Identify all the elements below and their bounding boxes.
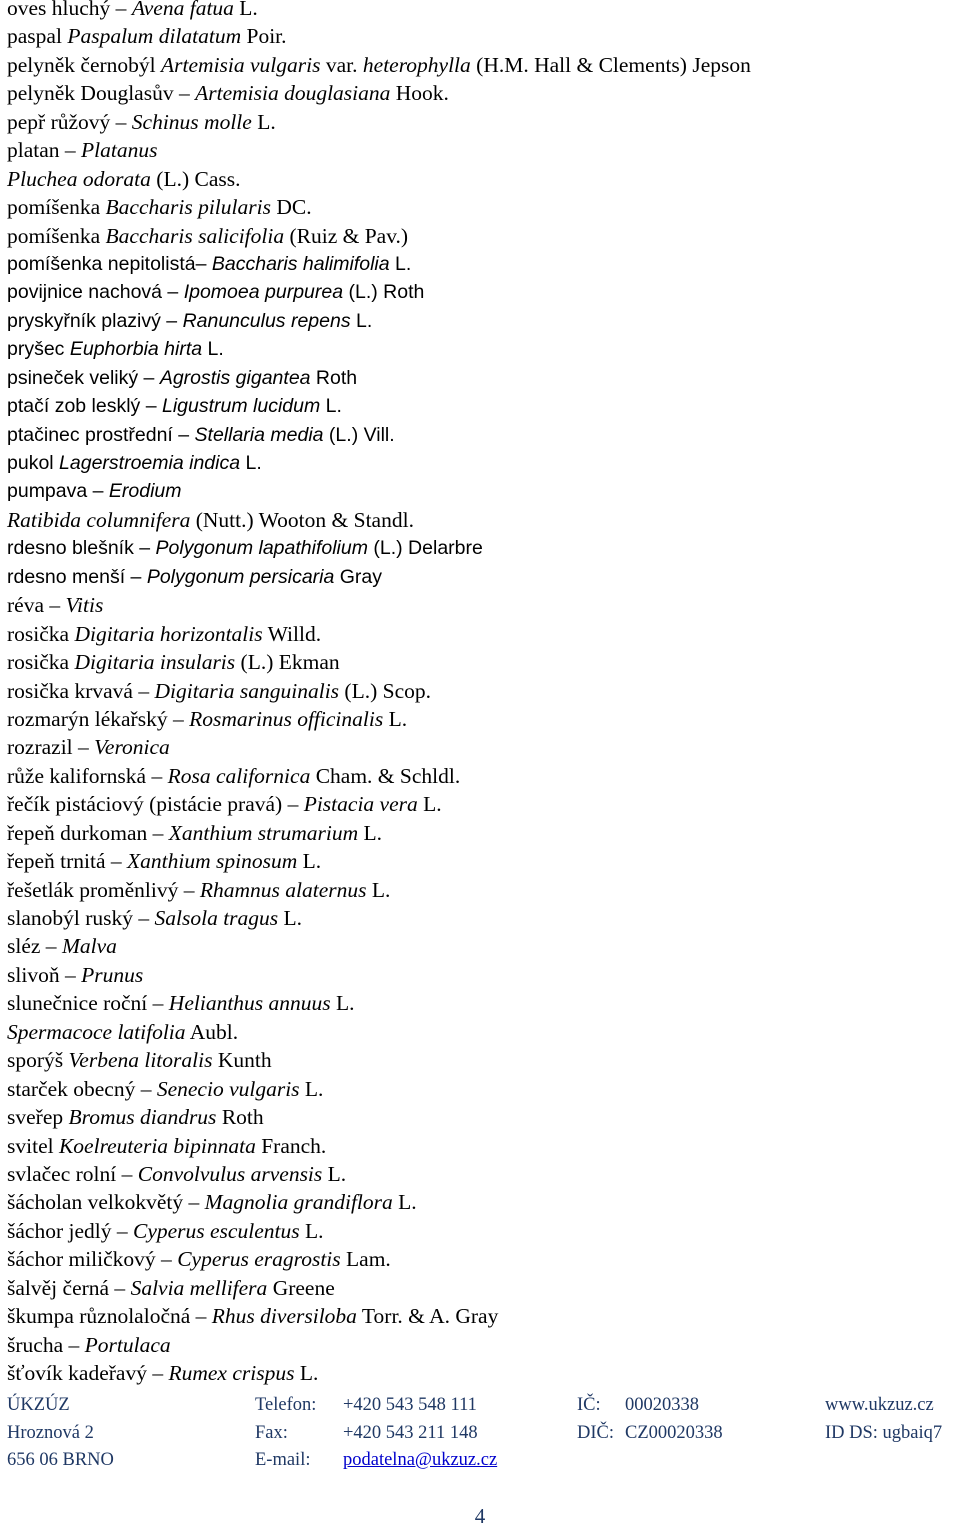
common-name: pomíšenka: [7, 195, 106, 220]
author-name: L.: [366, 877, 391, 902]
species-entry: [7, 421, 952, 449]
common-name: šáchor jedlý –: [7, 1218, 133, 1243]
species-entry: [7, 222, 952, 250]
common-name: rosička: [7, 650, 75, 675]
common-name: pelyněk Douglasův –: [7, 81, 196, 106]
latin-name: Artemisia vulgaris: [161, 52, 321, 77]
common-name: pryskyřník plazivý –: [7, 309, 183, 332]
latin-name: Senecio vulgaris: [156, 1076, 300, 1101]
common-name: škumpa různolaločná –: [7, 1304, 212, 1329]
latin-name: Rhamnus alaternus: [199, 877, 367, 902]
common-name: růže kalifornská –: [7, 763, 168, 788]
latin-name: Rumex crispus: [168, 1361, 295, 1385]
species-entry: [7, 876, 952, 904]
latin-name: Salsola tragus: [154, 906, 279, 930]
author-name: L.: [358, 820, 383, 845]
species-entry: [7, 847, 952, 875]
species-entry: [7, 193, 952, 221]
common-name: řepeň durkoman –: [7, 820, 169, 845]
latin-name: Ratibida columnifera: [7, 507, 191, 532]
species-entry: [7, 0, 952, 22]
species-entry: [7, 1160, 952, 1188]
latin-name: Xanthium spinosum: [127, 849, 298, 874]
author-name: Torr. & A. Gray: [356, 1304, 499, 1329]
latin-name: Ranunculus repens: [182, 309, 351, 332]
latin-name: Salvia mellifera: [130, 1275, 268, 1300]
common-name: rozrazil –: [7, 735, 95, 760]
latin-name: Baccharis halimifolia: [211, 252, 390, 275]
species-entry: [7, 250, 952, 278]
footer-phone-label: Telefon:: [255, 1395, 317, 1415]
latin-name: Ipomoea purpurea: [183, 281, 344, 304]
author-name: L.: [322, 1161, 347, 1186]
common-name: rdesno blešník –: [7, 537, 156, 560]
common-name: slunečnice roční –: [7, 991, 169, 1016]
author-name: L.: [299, 1218, 324, 1243]
footer-dic-label: DIČ:: [577, 1422, 614, 1443]
latin-name: Lagerstroemia indica: [59, 452, 241, 474]
species-list: [7, 0, 952, 1387]
species-entry: [7, 278, 952, 306]
species-entry: [7, 364, 952, 392]
latin-name: Prunus: [81, 962, 144, 987]
species-entry: [7, 1046, 952, 1074]
common-name: oves hluchý –: [7, 0, 132, 20]
author-name: L.: [240, 452, 262, 474]
latin-name: Polygonum lapathifolium: [155, 537, 368, 560]
footer-phone: +420 543 548 111: [343, 1395, 477, 1415]
author-name: Roth: [310, 366, 358, 389]
species-entry: [7, 932, 952, 960]
species-entry: [7, 591, 952, 619]
common-name: svlačec rolní –: [7, 1161, 138, 1186]
latin-name: Koelreuteria bipinnata: [58, 1133, 256, 1158]
author-name: Gray: [334, 565, 383, 588]
common-name: pryšec: [7, 338, 70, 361]
common-name: platan –: [7, 138, 82, 163]
species-entry: [7, 506, 952, 534]
author-name: L.: [417, 792, 442, 817]
footer-fax-label: Fax:: [255, 1422, 288, 1443]
footer-org: ÚKZÚZ: [7, 1395, 70, 1415]
common-name: svitel: [7, 1133, 59, 1158]
latin-name: Convolvulus arvensis: [137, 1161, 323, 1186]
latin-name: Magnolia grandiflora: [204, 1190, 393, 1215]
author-name: var.: [320, 52, 363, 77]
latin-name: Spermacoce latifolia: [7, 1019, 186, 1044]
species-entry: [7, 705, 952, 733]
common-name: pelyněk černobýl: [7, 52, 162, 77]
footer-street: Hroznová 2: [7, 1422, 94, 1443]
common-name: slivoň –: [7, 962, 82, 987]
species-entry: [7, 449, 952, 477]
common-name: ptačí zob lesklý –: [7, 395, 162, 418]
author-name: L.: [320, 395, 342, 418]
species-entry: [7, 1274, 952, 1302]
species-entry: [7, 477, 952, 505]
latin-name: Avena fatua: [131, 0, 234, 20]
author-name: L.: [299, 1076, 324, 1101]
latin-name: Erodium: [108, 480, 182, 503]
author-name: L.: [392, 1190, 417, 1215]
author-name: (L.) Ekman: [235, 650, 340, 675]
latin-name: Digitaria sanguinalis: [154, 678, 340, 703]
latin-name: Baccharis pilularis: [105, 195, 271, 220]
common-name: řečík pistáciový (pistácie pravá) –: [7, 792, 304, 817]
author-name: L.: [383, 706, 408, 731]
species-entry: [7, 1245, 952, 1273]
latin-name: Digitaria horizontalis: [74, 621, 263, 646]
common-name: řešetlák proměnlivý –: [7, 877, 200, 902]
common-name: sporýš: [7, 1048, 69, 1073]
species-entry: [7, 1132, 952, 1160]
species-entry: [7, 904, 952, 932]
author-name: Franch.: [255, 1133, 327, 1158]
latin-name: Baccharis salicifolia: [105, 223, 285, 248]
latin-name: Polygonum persicaria: [146, 565, 335, 588]
footer-row-1: [7, 1392, 957, 1420]
latin-name: Schinus molle: [131, 109, 252, 134]
footer-web[interactable]: www.ukzuz.cz: [825, 1395, 934, 1415]
footer-row-2: [7, 1420, 957, 1448]
author-name: Roth: [216, 1105, 264, 1130]
latin-name: heterophylla: [362, 52, 471, 77]
author-name: DC.: [270, 195, 312, 220]
species-entry: [7, 392, 952, 420]
common-name: povijnice nachová –: [7, 281, 184, 304]
author-name: Lam.: [340, 1247, 391, 1272]
author-name: (H.M. Hall & Clements) Jepson: [470, 52, 751, 77]
footer-email-label: E-mail:: [255, 1450, 311, 1470]
author-name: (Ruiz & Pav.): [284, 223, 409, 248]
author-name: L.: [389, 252, 412, 275]
footer-email-link[interactable]: podatelna@ukzuz.cz: [343, 1450, 498, 1470]
author-name: (L.) Cass.: [150, 166, 241, 191]
author-name: Poir.: [241, 24, 287, 49]
author-name: Aubl.: [185, 1019, 239, 1044]
common-name: pomíšenka nepitolistá–: [7, 252, 212, 275]
species-entry: [7, 762, 952, 790]
author-name: L.: [297, 849, 322, 874]
species-entry: [7, 563, 952, 591]
author-name: L.: [278, 906, 303, 930]
footer-dic: CZ00020338: [625, 1422, 723, 1443]
species-entry: [7, 620, 952, 648]
author-name: L.: [350, 309, 373, 332]
species-entry: [7, 733, 952, 761]
common-name: šťovík kadeřavý –: [7, 1361, 169, 1385]
author-name: (L.) Roth: [343, 281, 425, 304]
latin-name: Verbena litoralis: [68, 1048, 213, 1073]
species-entry: [7, 819, 952, 847]
species-entry: [7, 108, 952, 136]
species-entry: [7, 677, 952, 705]
latin-name: Pistacia vera: [303, 792, 418, 817]
common-name: starček obecný –: [7, 1076, 157, 1101]
species-entry: [7, 1018, 952, 1046]
latin-name: Vitis: [65, 593, 104, 618]
footer-fax: +420 543 211 148: [343, 1422, 478, 1443]
author-name: L.: [233, 0, 258, 20]
species-entry: [7, 1359, 952, 1387]
common-name: rdesno menší –: [7, 565, 147, 588]
species-entry: [7, 989, 952, 1017]
common-name: rosička krvavá –: [7, 678, 155, 703]
author-name: Willd.: [262, 621, 322, 646]
species-entry: [7, 22, 952, 50]
latin-name: Paspalum dilatatum: [67, 24, 242, 49]
footer: [7, 1392, 957, 1475]
species-entry: [7, 1217, 952, 1245]
footer-row-3: [7, 1447, 957, 1475]
common-name: pumpava –: [7, 480, 109, 503]
common-name: sléz –: [7, 934, 62, 959]
author-name: (L.) Vill.: [323, 423, 395, 446]
author-name: Hook.: [390, 81, 449, 106]
common-name: rozmarýn lékařský –: [7, 706, 190, 731]
species-entry: [7, 648, 952, 676]
common-name: psineček veliký –: [7, 366, 160, 389]
latin-name: Platanus: [81, 138, 158, 163]
common-name: šalvěj černá –: [7, 1275, 131, 1300]
latin-name: Cyperus eragrostis: [177, 1247, 341, 1272]
author-name: Kunth: [212, 1048, 272, 1073]
latin-name: Pluchea odorata: [7, 166, 151, 191]
common-name: šáchor miličkový –: [7, 1247, 178, 1272]
author-name: L.: [330, 991, 355, 1016]
latin-name: Malva: [61, 934, 117, 959]
species-entry: [7, 51, 952, 79]
latin-name: Digitaria insularis: [74, 650, 236, 675]
common-name: rosička: [7, 621, 75, 646]
latin-name: Rhus diversiloba: [211, 1304, 357, 1329]
author-name: Greene: [267, 1275, 335, 1300]
author-name: (L.) Delarbre: [367, 537, 483, 560]
species-entry: [7, 1302, 952, 1330]
author-name: L.: [251, 109, 276, 134]
latin-name: Agrostis gigantea: [159, 366, 311, 389]
latin-name: Xanthium strumarium: [168, 820, 359, 845]
common-name: sveřep: [7, 1105, 69, 1130]
species-entry: [7, 1188, 952, 1216]
latin-name: Veronica: [94, 735, 170, 760]
species-entry: [7, 1331, 952, 1359]
species-entry: [7, 961, 952, 989]
latin-name: Helianthus annuus: [168, 991, 331, 1016]
latin-name: Cyperus esculentus: [132, 1218, 300, 1243]
species-entry: [7, 165, 952, 193]
author-name: L.: [294, 1361, 319, 1385]
latin-name: Rosa californica: [167, 763, 311, 788]
common-name: řepeň trnitá –: [7, 849, 127, 874]
footer-ic-label: IČ:: [577, 1395, 601, 1415]
species-entry: [7, 1103, 952, 1131]
species-entry: [7, 79, 952, 107]
species-entry: [7, 136, 952, 164]
author-name: (Nutt.) Wooton & Standl.: [190, 507, 414, 532]
latin-name: Euphorbia hirta: [69, 338, 203, 361]
species-entry: [7, 1075, 952, 1103]
common-name: ptačinec prostřední –: [7, 423, 195, 446]
common-name: réva –: [7, 593, 66, 618]
common-name: pomíšenka: [7, 223, 106, 248]
species-entry: [7, 790, 952, 818]
latin-name: Bromus diandrus: [68, 1105, 217, 1130]
latin-name: Artemisia douglasiana: [195, 81, 391, 106]
species-entry: [7, 307, 952, 335]
latin-name: Stellaria media: [194, 423, 324, 446]
author-name: L.: [202, 338, 224, 361]
common-name: pepř růžový –: [7, 109, 132, 134]
species-entry: [7, 335, 952, 363]
common-name: paspal: [7, 24, 68, 49]
common-name: šácholan velkokvětý –: [7, 1190, 205, 1215]
author-name: (L.) Scop.: [339, 678, 431, 703]
footer-ic: 00020338: [625, 1395, 699, 1415]
footer-ds: ID DS: ugbaiq7: [825, 1422, 943, 1443]
common-name: šrucha –: [7, 1332, 85, 1357]
latin-name: Rosmarinus officinalis: [189, 706, 384, 731]
author-name: Cham. & Schldl.: [310, 763, 461, 788]
latin-name: Portulaca: [84, 1332, 171, 1357]
latin-name: Ligustrum lucidum: [162, 395, 321, 418]
footer-city: 656 06 BRNO: [7, 1450, 114, 1470]
species-entry: [7, 534, 952, 562]
common-name: slanobýl ruský –: [7, 906, 155, 930]
page-number: 4: [474, 1504, 486, 1528]
common-name: pukol: [7, 452, 60, 474]
